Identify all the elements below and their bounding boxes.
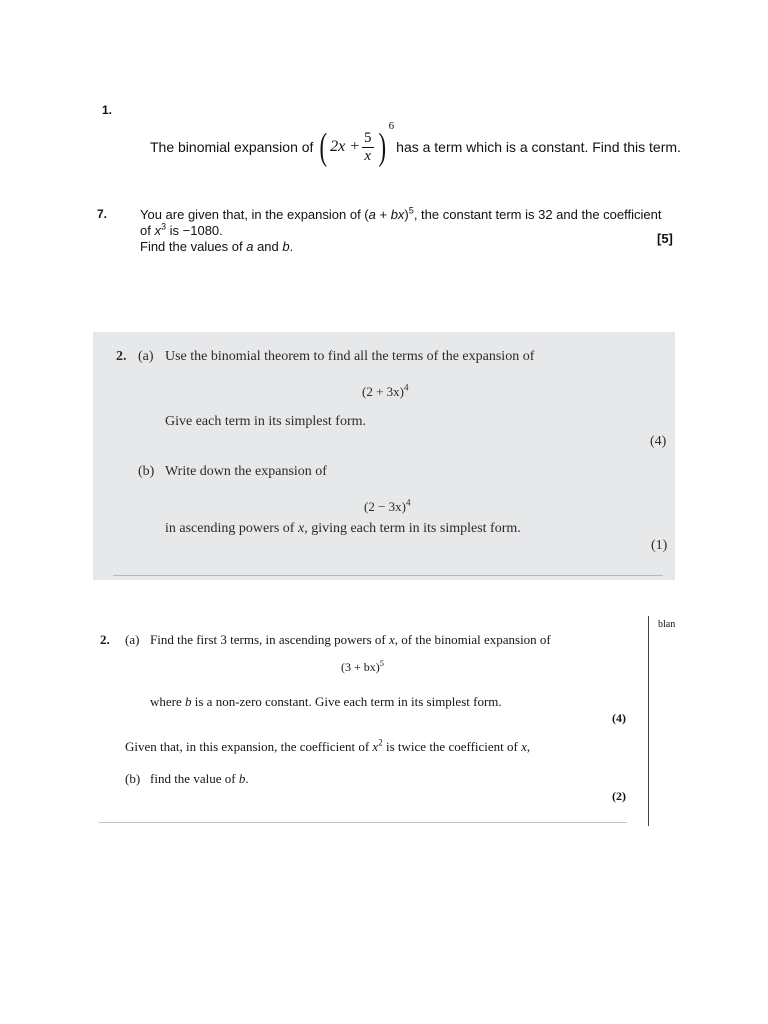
part-text: Write down the expansion of [165, 464, 327, 479]
left-paren: ( [319, 126, 328, 168]
part-text: Use the binomial theorem to find all the terms of the expansion of [165, 349, 535, 364]
question-text-after: has a term which is a constant. Find this term. [396, 139, 681, 155]
instruction-text: where b is a non-zero constant. Give each term in its simplest form. [150, 694, 502, 709]
question-number: 7. [97, 207, 108, 221]
marks-label: (1) [651, 538, 668, 553]
fraction-denominator: x [364, 147, 372, 164]
instruction-text: Give each term in its simplest form. [165, 414, 367, 429]
question-number: 2. [100, 632, 110, 647]
binomial-expression: $(2 - 3x)^4$ [364, 497, 411, 514]
marks-label: (4) [650, 434, 667, 449]
margin-line [648, 616, 649, 826]
fraction-numerator: 5 [364, 129, 372, 146]
question-line: Find the values of a and b. [140, 239, 294, 254]
question-text-before: The binomial expansion of [150, 139, 314, 155]
question-text [150, 120, 681, 168]
part-label: (b) [125, 771, 141, 786]
part-label: (a) [138, 349, 154, 364]
question-panel [93, 332, 675, 580]
fraction [362, 131, 374, 164]
part-text: find the value of b. [150, 771, 249, 786]
binomial-expression [317, 120, 395, 168]
divider [99, 822, 627, 823]
part-text: Find the first 3 terms, in ascending powers of x, of the binomial expansion of [150, 632, 551, 647]
part-label: (a) [125, 632, 140, 647]
question-line: of $x^3$ is −1080. [140, 221, 223, 238]
binomial-expression: (3 + bx)$^5$ [341, 659, 384, 674]
instruction-text: in ascending powers of x, giving each term in its simplest form. [165, 521, 521, 536]
margin-label: blan [658, 619, 676, 630]
part-label: (b) [138, 464, 155, 479]
divider [113, 575, 663, 576]
marks-label: (2) [612, 789, 626, 803]
question-text [140, 207, 670, 255]
binomial-expression: $(2 + 3x)^4$ [362, 382, 409, 399]
expression-term: 2x + [330, 138, 360, 155]
question-line: You are given that, in the expansion of (a + bx)$^5$, the constant term is 32 and the coefficient [140, 205, 662, 222]
question-number: 2. [116, 349, 127, 364]
condition-text: Given that, in this expansion, the coefficient of $x^2$ is twice the coefficient of x, [125, 737, 531, 754]
right-paren: ) [378, 126, 386, 168]
marks-label: (4) [612, 711, 626, 725]
exponent: 6 [388, 120, 395, 132]
marks-label: [5] [657, 231, 673, 246]
question-number: 1. [102, 103, 113, 117]
